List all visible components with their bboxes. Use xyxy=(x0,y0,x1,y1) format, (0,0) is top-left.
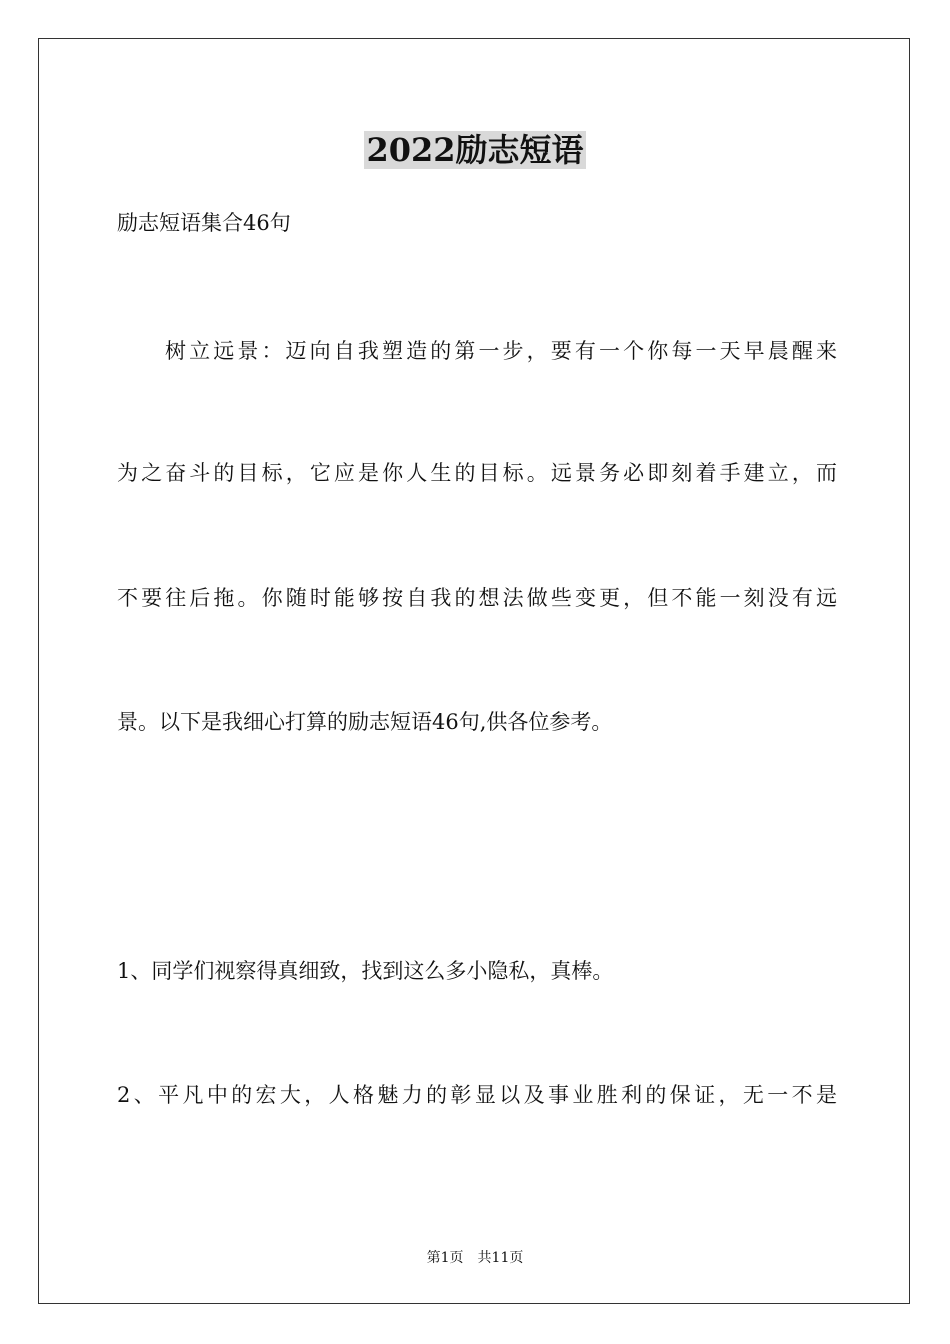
paragraph-line-3: 不要往后拖。你随时能够按自我的想法做些变更，但不能一刻没有远 xyxy=(117,586,837,610)
document-title xyxy=(0,128,950,172)
page-total: 共11页 xyxy=(477,1250,524,1266)
paragraph-line-2: 为之奋斗的目标，它应是你人生的目标。远景务必即刻着手建立，而 xyxy=(117,461,837,485)
paragraph-line-1: 树立远景：迈向自我塑造的第一步，要有一个你每一天早晨醒来 xyxy=(165,339,837,363)
page-number: 第1页 xyxy=(426,1250,464,1266)
list-item-1: 1、同学们视察得真细致，找到这么多小隐私，真棒。 xyxy=(117,959,614,983)
document-title-text: 2022励志短语 xyxy=(366,131,584,169)
document-subtitle: 励志短语集合46句 xyxy=(117,211,291,235)
paragraph-line-4: 景。以下是我细心打算的励志短语46句,供各位参考。 xyxy=(117,710,613,734)
list-item-2: 2、平凡中的宏大，人格魅力的彰显以及事业胜利的保证，无一不是 xyxy=(117,1083,837,1107)
page-footer xyxy=(0,1248,950,1268)
